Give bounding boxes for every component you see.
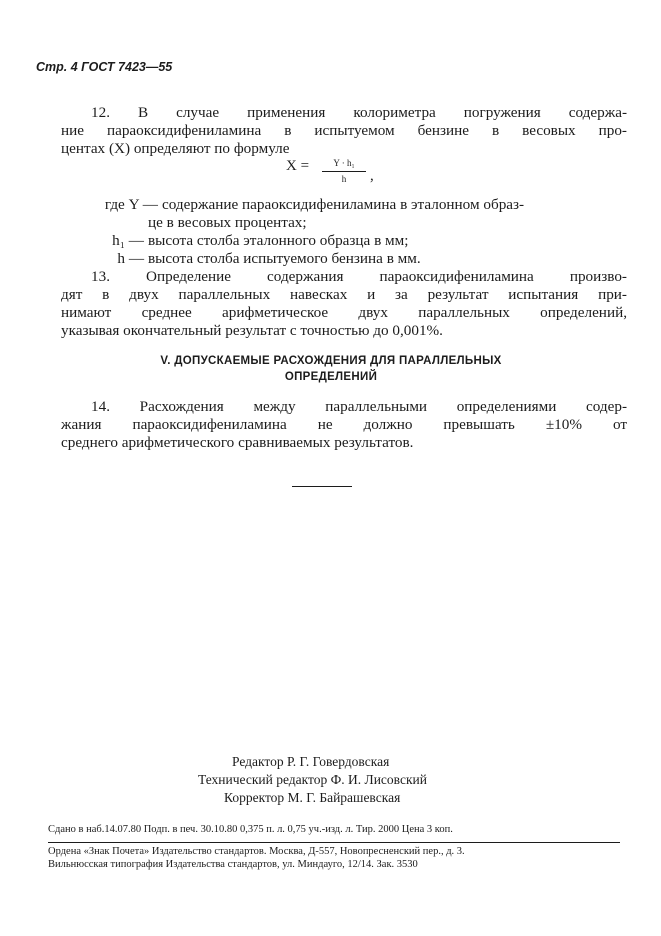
formula-numerator: Y · h₁ (322, 158, 366, 172)
def-text-y: содержание параоксидифениламина в эталонном образ- (162, 196, 525, 213)
formula-lhs: X = (286, 158, 310, 174)
imprint-line-3: Вильнюсская типография Издательства стандартов, ул. Миндауго, 12/14. Зак. 3530 (48, 859, 418, 870)
def-symbol-h: h — (117, 250, 144, 267)
def-text-h: высота столба испытуемого бензина в мм. (148, 250, 421, 267)
imprint-line-1: Сдано в наб.14.07.80 Подп. в печ. 30.10.80 0,375 п. л. 0,75 уч.-изд. л. Тир. 2000 Цена 3 коп. (48, 824, 453, 835)
para-12-line-2: ние параоксидифениламина в испытуемом бензине в весовых про- (61, 122, 627, 139)
def-text-y-cont: це в весовых процентах; (148, 214, 307, 231)
separator-rule (292, 486, 352, 487)
section-heading-line-1: V. ДОПУСКАЕМЫЕ РАСХОЖДЕНИЯ ДЛЯ ПАРАЛЛЕЛЬНЫХ (160, 355, 502, 367)
para-14-line-1: 14. Расхождения между параллельными определениями содер- (91, 398, 627, 415)
para-13-line-2: дят в двух параллельных навесках и за результат испытания при- (61, 286, 627, 303)
para-12-line-3: центах (X) определяют по формуле (61, 140, 290, 157)
def-symbol-h1: h₁ — (112, 232, 144, 249)
para-13-line-3: нимают среднее арифметическое двух параллельных определений, (61, 304, 627, 321)
para-14-line-3: среднего арифметического сравниваемых результатов. (61, 434, 414, 451)
def-symbol-y: где Y — (104, 196, 158, 213)
imprint-line-2: Ордена «Знак Почета» Издательство стандартов. Москва, Д-557, Новопресненский пер., д. 3. (48, 846, 465, 857)
imprint-divider (48, 842, 620, 843)
para-13-line-1: 13. Определение содержания параоксидифениламина произво- (91, 268, 627, 285)
credit-corrector: Корректор М. Г. Байрашевская (224, 790, 401, 805)
page-header: Стр. 4 ГОСТ 7423—55 (36, 60, 173, 74)
para-13-line-4: указывая окончательный результат с точностью до 0,001%. (61, 322, 443, 339)
para-12-line-1: 12. В случае применения колориметра погружения содержа- (91, 104, 627, 121)
formula-fraction (322, 158, 366, 184)
formula-tail: , (370, 168, 374, 184)
para-14-line-2: жания параоксидифениламина не должно превышать ±10% от (61, 416, 627, 433)
formula-denominator: h (341, 174, 347, 184)
credit-tech-editor: Технический редактор Ф. И. Лисовский (198, 772, 427, 787)
section-heading-line-2: ОПРЕДЕЛЕНИЙ (284, 371, 378, 383)
def-text-h1: высота столба эталонного образца в мм; (148, 232, 409, 249)
credit-editor: Редактор Р. Г. Говердовская (232, 754, 390, 769)
